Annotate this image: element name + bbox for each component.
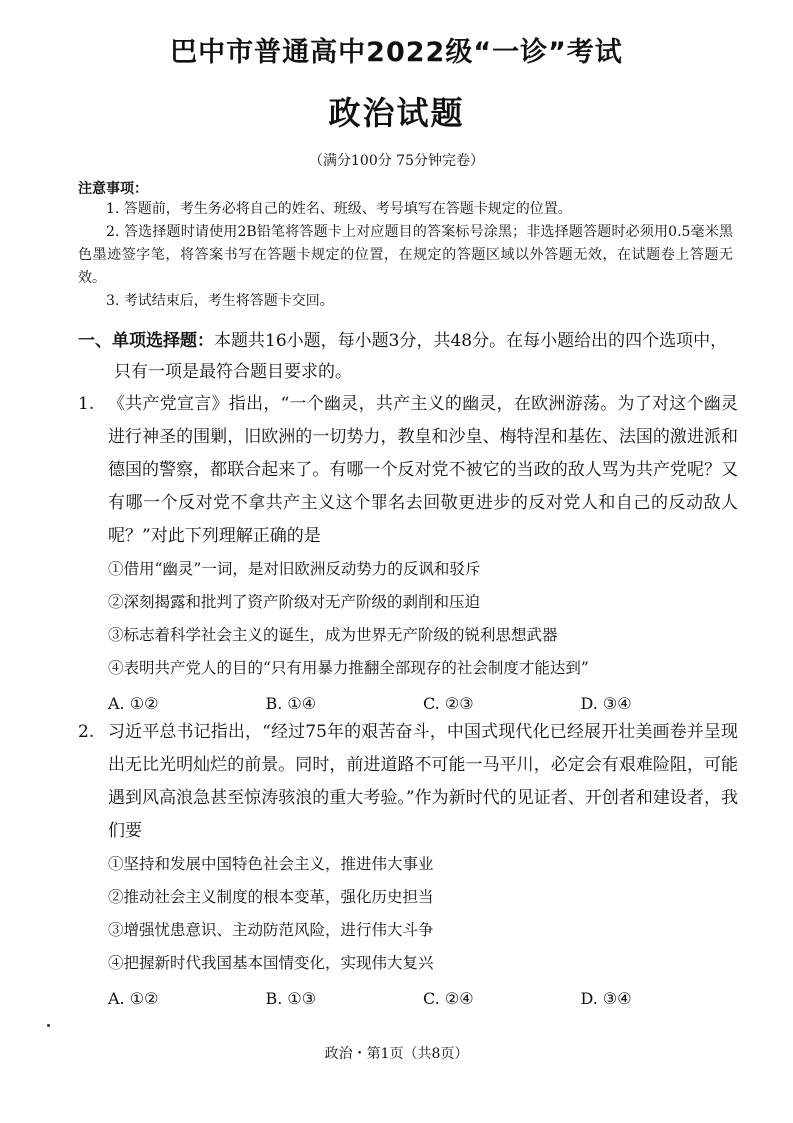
question-number: 2. xyxy=(78,722,95,742)
statement: ②推动社会主义制度的根本变革，强化历史担当 xyxy=(108,888,434,906)
choice-a: A. ①② xyxy=(108,989,159,1008)
statement-list xyxy=(78,553,738,685)
notice-list xyxy=(78,198,733,313)
choice-c: C. ②③ xyxy=(423,694,474,713)
choice-a: A. ①② xyxy=(108,694,159,713)
question-2 xyxy=(78,716,738,1015)
exam-meta: （满分100分 75分钟完卷） xyxy=(309,153,484,169)
notice-heading: 注意事项： xyxy=(78,181,148,197)
choice-b: B. ①④ xyxy=(265,694,317,713)
choice-d: D. ③④ xyxy=(580,989,632,1008)
choice-d: D. ③④ xyxy=(580,694,632,713)
section-text-cont: 只有一项是最符合题目要求的。 xyxy=(114,362,352,382)
answer-choices xyxy=(78,982,738,1015)
statement: ①坚持和发展中国特色社会主义，推进伟大事业 xyxy=(108,855,434,873)
choice-c: C. ②④ xyxy=(423,989,474,1008)
statement: ③标志着科学社会主义的诞生，成为世界无产阶级的锐利思想武器 xyxy=(108,626,558,644)
statement: ③增强忧患意识、主动防范风险，进行伟大斗争 xyxy=(108,921,434,939)
notice-item: 2. 答选择题时请使用2B铅笔将答题卡上对应题目的答案标号涂黑；非选择题答题时必须用0.5毫米黑色墨迹签字笔，将答案书写在答题卡规定的位置，在规定的答题区域以外答题无效，在试题卷上答题无效。 xyxy=(78,224,733,286)
section-label: 一、单项选择题： xyxy=(78,331,214,351)
statement-list xyxy=(78,848,738,980)
margin-mark xyxy=(47,1024,50,1027)
statement: ④把握新时代我国基本国情变化，实现伟大复兴 xyxy=(108,954,434,972)
statement: ④表明共产党人的目的“只有用暴力推翻全部现存的社会制度才能达到” xyxy=(108,659,589,677)
notice-item: 1. 答题前，考生务必将自己的姓名、班级、考号填写在答题卡规定的位置。 xyxy=(106,201,572,217)
section-header xyxy=(78,326,738,388)
question-number: 1. xyxy=(78,394,95,414)
subject-title: 政治试题 xyxy=(328,94,465,132)
choice-b: B. ①③ xyxy=(265,989,317,1008)
statement: ②深刻揭露和批判了资产阶级对无产阶级的剥削和压迫 xyxy=(108,593,481,611)
statement: ①借用“幽灵”一词，是对旧欧洲反动势力的反讽和驳斥 xyxy=(108,560,481,578)
exam-title: 巴中市普通高中2022级“一诊”考试 xyxy=(170,37,623,68)
question-stem: 习近平总书记指出，“经过75年的艰苦奋斗，中国式现代化已经展开壮美画卷并呈现出无比光明灿烂的前景。同时，前进道路不可能一马平川，必定会有艰难险阻，可能遇到风高浪急甚至惊涛骇浪的重大考验。”作为新时代的见证者、开创者和建设者，我们要 xyxy=(108,722,738,841)
section-text: 本题共16小题，每小题3分，共48分。在每小题给出的四个选项中， xyxy=(214,331,728,351)
question-stem: 《共产党宣言》指出，“一个幽灵，共产主义的幽灵，在欧洲游荡。为了对这个幽灵进行神圣的围剿，旧欧洲的一切势力，教皇和沙皇、梅特涅和基佐、法国的激进派和德国的警察，都联合起来了。有哪一个反对党不被它的当政的敌人骂为共产党呢？又有哪一个反对党不拿共产主义这个罪名去回敬更进步的反对党人和自己的反动敌人呢？”对此下列理解正确的是 xyxy=(108,394,738,546)
notice-item: 3. 考试结束后，考生将答题卡交回。 xyxy=(106,293,334,309)
page-footer: 政治・第1页（共8页） xyxy=(324,1046,469,1062)
question-1 xyxy=(78,388,738,720)
